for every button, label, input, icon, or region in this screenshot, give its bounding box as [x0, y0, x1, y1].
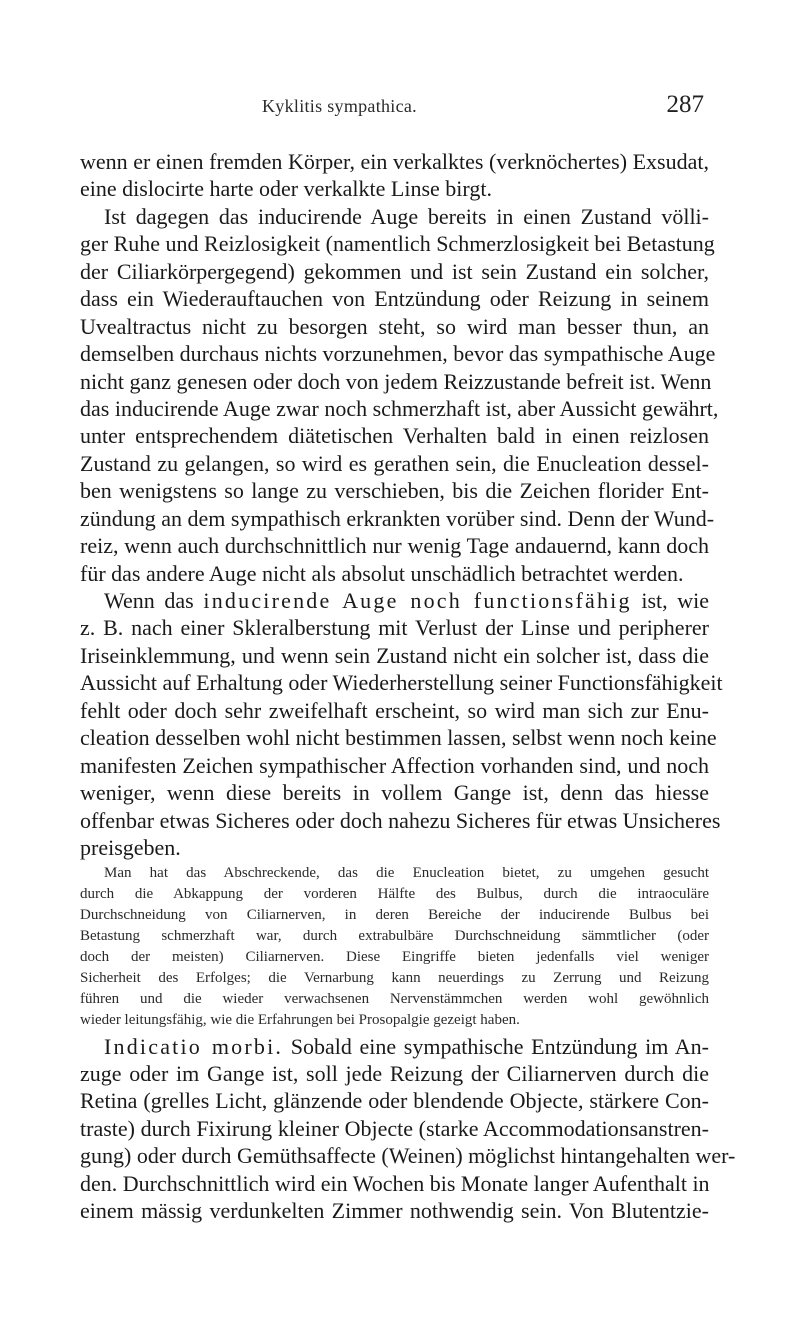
running-header: [244, 91, 704, 130]
text-line: traste) durch Fixirung kleiner Objecte (starke Accommodationsanstren-: [80, 1115, 709, 1141]
note-line: Durchschneidung von Ciliarnerven, in deren Bereiche der inducirende Bulbus bei: [80, 907, 709, 924]
line-tail: ist, wie: [641, 588, 710, 613]
section-heading: Indicatio morbi.: [104, 1033, 284, 1059]
note-line: Sicherheit des Erfolges; die Vernarbung kann neuerdings zu Zerrung und Reizung: [80, 969, 709, 986]
text-line: zündung an dem sympathisch erkrankten vorüber sind. Denn der Wund-: [80, 505, 715, 531]
note-line: führen und die wieder verwachsenen Nervenstämmchen werden wohl gewöhnlich: [80, 990, 709, 1007]
emphasized-phrase: inducirende Auge noch functionsfähig: [203, 588, 632, 613]
text-line: preisgeben.: [80, 834, 181, 860]
text-line: dass ein Wiederauftauchen von Entzündung oder Reizung in seinem: [80, 286, 709, 312]
text-line: reiz, wenn auch durchschnittlich nur wenig Tage andauernd, kann doch: [80, 533, 709, 559]
line-tail: Sobald eine sympathische Entzündung im An-: [290, 1033, 709, 1059]
text-line: ger Ruhe und Reizlosigkeit (namentlich Schmerzlosigkeit bei Betastung: [80, 231, 715, 257]
text-line: das inducirende Auge zwar noch schmerzhaft ist, aber Aussicht gewährt,: [80, 395, 719, 421]
text-line: Aussicht auf Erhaltung oder Wiederherstellung seiner Functionsfähigkeit: [80, 670, 723, 696]
text-line: Zustand zu gelangen, so wird es gerathen sein, die Enucleation dessel-: [80, 450, 709, 476]
text-line: eine dislocirte harte oder verkalkte Linse birgt.: [80, 176, 492, 202]
note-line: Man hat das Abschreckende, das die Enucleation bietet, zu umgehen gesucht: [104, 865, 709, 882]
text-line: ben wenigstens so lange zu verschieben, bis die Zeichen florider Ent-: [80, 478, 709, 504]
body-text: [80, 148, 736, 1225]
text-line: der Ciliarkörpergegend) gekommen und ist sein Zustand ein solcher,: [80, 258, 709, 284]
text-line: [80, 1033, 709, 1060]
small-print-note: [80, 863, 709, 1030]
text-line: weniger, wenn diese bereits in vollem Gange ist, denn das hiesse: [80, 780, 709, 806]
paragraph-2: [80, 203, 719, 587]
text-line: Uvealtractus nicht zu besorgen steht, so wird man besser thun, an: [80, 313, 709, 339]
note-line: wieder leitungsfähig, wie die Erfahrungen bei Prosopalgie gezeigt haben.: [80, 1011, 520, 1028]
text-line: Retina (grelles Licht, glänzende oder blendende Objecte, stärkere Con-: [80, 1088, 709, 1114]
text-line: offenbar etwas Sicheres oder doch nahezu Sicheres für etwas Unsicheres: [80, 807, 721, 833]
note-line: durch die Abkappung der vorderen Hälfte des Bulbus, durch die intraoculäre: [80, 886, 709, 903]
text-line: unter entsprechendem diätetischen Verhalten bald in einen reizlosen: [80, 423, 709, 449]
paragraph-1: [80, 148, 709, 203]
text-line: demselben durchaus nichts vorzunehmen, bevor das sympathische Auge: [80, 341, 716, 367]
text-line: Iriseinklemmung, und wenn sein Zustand nicht ein solcher ist, dass die: [80, 642, 709, 668]
page-number: 287: [666, 91, 704, 118]
note-line: Betastung schmerzhaft war, durch extrabulbäre Durchschneidung sämmtlicher (oder: [80, 928, 709, 945]
note-line: doch der meisten) Ciliarnerven. Diese Eingriffe bieten jedenfalls viel weniger: [80, 948, 709, 965]
text-line: cleation desselben wohl nicht bestimmen lassen, selbst wenn noch keine: [80, 725, 717, 751]
paragraph-3: [80, 587, 723, 861]
text-line: den. Durchschnittlich wird ein Wochen bis Monate langer Aufenthalt in: [80, 1170, 710, 1196]
text-line: einem mässig verdunkelten Zimmer nothwendig sein. Von Blutentzie-: [80, 1198, 709, 1224]
text-line: nicht ganz genesen oder doch von jedem Reizzustande befreit ist. Wenn: [80, 368, 712, 394]
paragraph-4: [80, 1033, 736, 1225]
text-line: [80, 587, 709, 614]
running-title: Kyklitis sympathica.: [262, 96, 417, 116]
text-line: fehlt oder doch sehr zweifelhaft erscheint, so wird man sich zur Enu-: [80, 697, 709, 723]
lead-text: Wenn das: [104, 588, 194, 613]
text-line: wenn er einen fremden Körper, ein verkalktes (verknöchertes) Exsudat,: [80, 149, 709, 174]
text-line: gung) oder durch Gemüthsaffecte (Weinen) möglichst hintangehalten wer-: [80, 1143, 736, 1169]
text-line: manifesten Zeichen sympathischer Affection vorhanden sind, und noch: [80, 752, 709, 778]
text-line: Ist dagegen das inducirende Auge bereits in einen Zustand völli-: [104, 203, 709, 229]
text-line: zuge oder im Gange ist, soll jede Reizung der Ciliarnerven durch die: [80, 1060, 709, 1086]
text-line: z. B. nach einer Skleralberstung mit Verlust der Linse und peripherer: [80, 615, 709, 641]
text-line: für das andere Auge nicht als absolut unschädlich betrachtet werden.: [80, 560, 684, 586]
